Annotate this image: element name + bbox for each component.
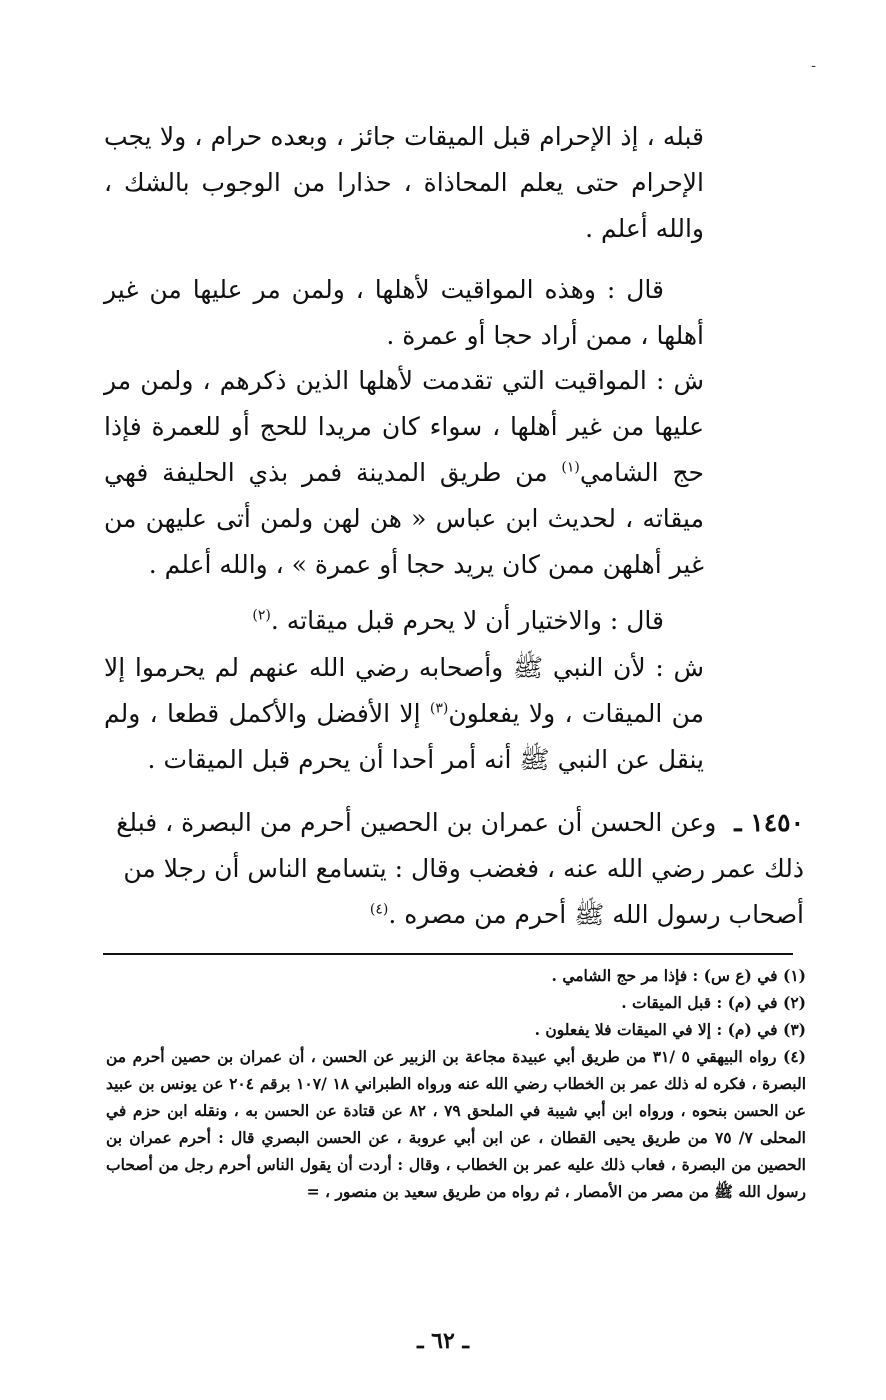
sharh-text-part-2: من طريق المدينة فمر بذي الحليفة فهي ميقاته ، لحديث ابن عباس « هن لهن ولمن أتى عليهن من غير أهلهن ممن كان يريد حجا أو عمرة » ، والله أعلم . — [104, 458, 704, 579]
footnote-marker-2: (٢) — [252, 607, 271, 624]
footnote-marker-4: (٤) — [369, 901, 389, 918]
footnote-marker-1: (١) — [561, 459, 580, 476]
hadith-entry — [104, 800, 804, 938]
footnote-marker-3: (٣) — [429, 700, 449, 717]
hadith-number: ١٤٥٠ ـ — [734, 808, 804, 837]
paragraph-sharh-mawaqit — [104, 358, 704, 588]
paragraph-commentary-end: قبله ، إذ الإحرام قبل الميقات جائز ، وبعده حرام ، ولا يجب الإحرام حتى يعلم المحاذاة ، حذارا من الوجوب بالشك ، والله أعلم . — [104, 122, 704, 243]
paragraph-sharh-ikhtiyar — [104, 645, 704, 783]
footnote-2: (٢) في (م) : قبل الميقات . — [621, 993, 806, 1012]
paragraph-matn-ikhtiyar — [104, 598, 704, 644]
footnote-1: (١) في (ع س) : فإذا مر حج الشامي . — [551, 966, 806, 985]
matn-text: قال : والاختيار أن لا يحرم قبل ميقاته . — [270, 606, 664, 635]
hadith-text: وعن الحسن أن عمران بن الحصين أحرم من البصرة ، فبلغ ذلك عمر رضي الله عنه ، فغضب وقال : يتسامع الناس أن رجلا من أصحاب رسول الله ﷺ أحرم من مصره . — [116, 808, 804, 929]
sharh-text-part-2: إلا الأفضل والأكمل قطعا ، ولم ينقل عن النبي ﷺ أنه أمر أحدا أن يحرم قبل الميقات . — [104, 699, 704, 774]
sharh-text-part-1: ش : لأن النبي ﷺ وأصحابه رضي الله عنهم لم يحرموا إلا من الميقات ، ولا يفعلون — [104, 653, 704, 728]
paragraph-matn-mawaqit: قال : وهذه المواقيت لأهلها ، ولمن مر عليها من غير أهلها ، ممن أراد حجا أو عمرة . — [104, 275, 704, 350]
corner-mark: - — [811, 58, 816, 74]
page-number: ـ ٦٢ ـ — [417, 1328, 469, 1354]
footnote-3: (٣) في (م) : إلا في الميقات فلا يفعلون . — [534, 1020, 806, 1039]
footnote-4: (٤) رواه البيهقي ٥ /٣١ من طريق أبي عبيدة مجاعة بن الزبير عن الحسن ، أن عمران بن حصين أحرم من البصرة ، فكره له ذلك عمر بن الخطاب رضي الله عنه ورواه الطبراني ١٨ /١٠٧ برقم ٢٠٤ عن يونس بن عبيد عن الحسن بنحوه ، ورواه ابن أبي شيبة في الملحق ٧٩ ، ٨٢ عن قتادة عن الحسن به ، ونقله ابن حزم في المحلى ٧/ ٧٥ من طريق يحيى القطان ، عن ابن أبي عروبة ، عن الحسن البصري قال : أحرم عمران بن الحصين من البصرة ، فعاب ذلك عليه عمر بن الخطاب ، وقال : أردت أن يقول الناس أحرم رجل من أصحاب رسول الله ﷺ من مصر من الأمصار ، ثم رواه من طريق سعيد بن منصور ، = — [106, 1047, 807, 1201]
footnotes — [106, 962, 806, 1205]
footnote-divider — [103, 953, 793, 955]
sharh-text-part-1: ش : المواقيت التي تقدمت لأهلها الذين ذكرهم ، ولمن مر عليها من غير أهلها ، سواء كان مريدا للحج أو للعمرة فإذا حج الشامي — [104, 366, 704, 487]
